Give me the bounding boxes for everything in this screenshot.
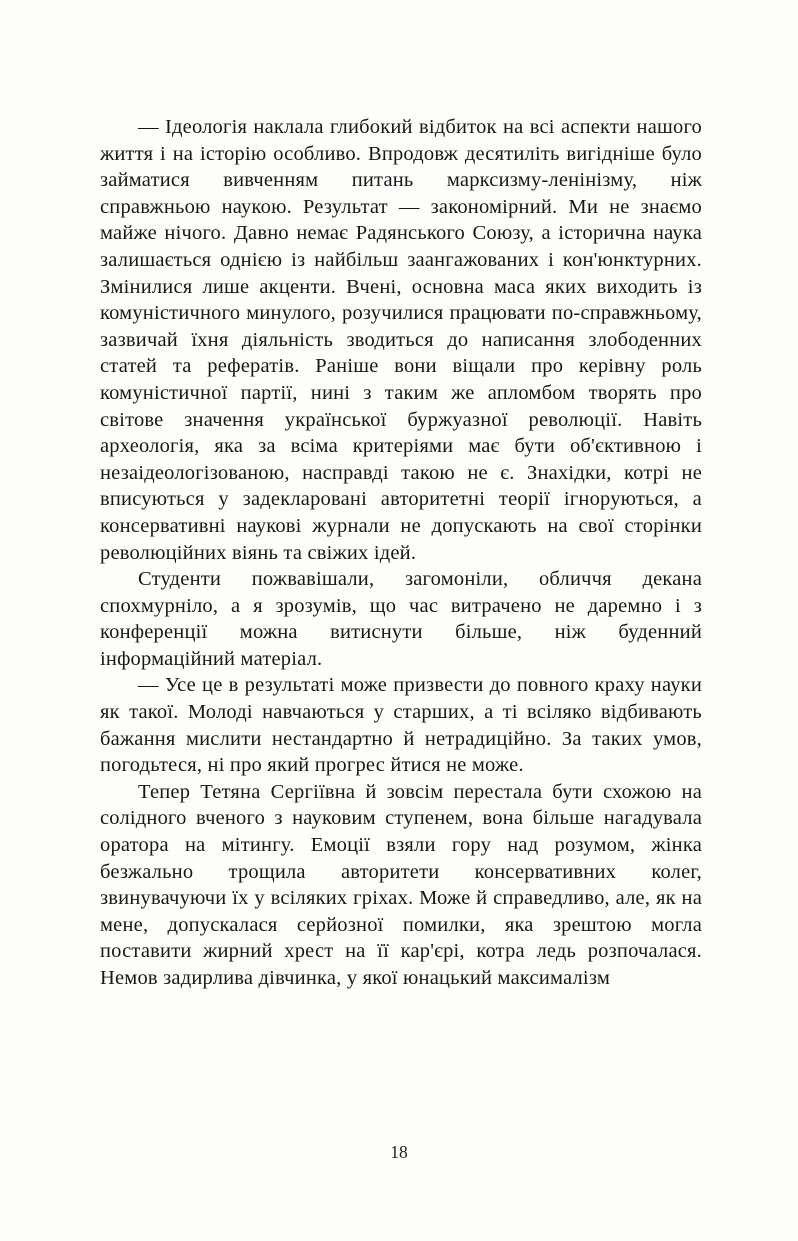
paragraph: — Ідеологія наклала глибокий відбиток на всі аспекти нашого життя і на історію особливо. Впродовж десятиліть вигідніше було займатися вивченням питань марксизму-ленінізму, ніж справжньою наукою. Результат — закономірний. Ми не знаємо майже нічого. Давно немає Радянського Союзу, а історична наука залишається однією із найбільш заангажованих і кон'юнктурних. Змінилися лише акценти. Вчені, основна маса яких виходить із комуністичного минулого, розучилися працювати по-справжньому, зазвичай їхня діяльність зводиться до написання злободенних статей та рефератів. Раніше вони віщали про керівну роль комуністичної партії, нині з таким же апломбом творять про світове значення української буржуазної революції. Навіть археологія, яка за всіма критеріями має бути об'єктивною і незаідеологізованою, насправді такою не є. Знахідки, котрі не вписуються у задекларовані авторитетні теорії ігноруються, а консервативні наукові журнали не допускають на свої сторінки революційних віянь та свіжих ідей. <box>100 116 702 564</box>
paragraph: Студенти пожвавішали, загомоніли, обличчя декана спохмурніло, а я зрозумів, що час витрачено не даремно і з конференції можна витиснути більше, ніж буденний інформаційний матеріал. <box>100 568 702 670</box>
page-text <box>100 114 702 992</box>
paragraph: — Усе це в результаті може призвести до повного краху науки як такої. Молоді навчаються у старших, а ті всіляко відбивають бажання мислити нестандартно й нетрадиційно. За таких умов, погодьтеся, ні про який прогрес йтися не може. <box>100 674 702 777</box>
page-number: 18 <box>390 1142 408 1162</box>
paragraph: Тепер Тетяна Сергіївна й зовсім перестала бути схожою на солідного вченого з науковим ступенем, вона більше нагадувала оратора на мітингу. Емоції взяли гору над розумом, жінка безжально трощила авторитети консервативних колег, звинувачуючи їх у всіляких гріхах. Може й справедливо, але, як на мене, допускалася серйозної помилки, яка зрештою могла поставити жирний хрест на її кар'єрі, котра ледь розпочалася. Немов задирлива дівчинка, у якої юнацький максималізм <box>100 780 702 989</box>
